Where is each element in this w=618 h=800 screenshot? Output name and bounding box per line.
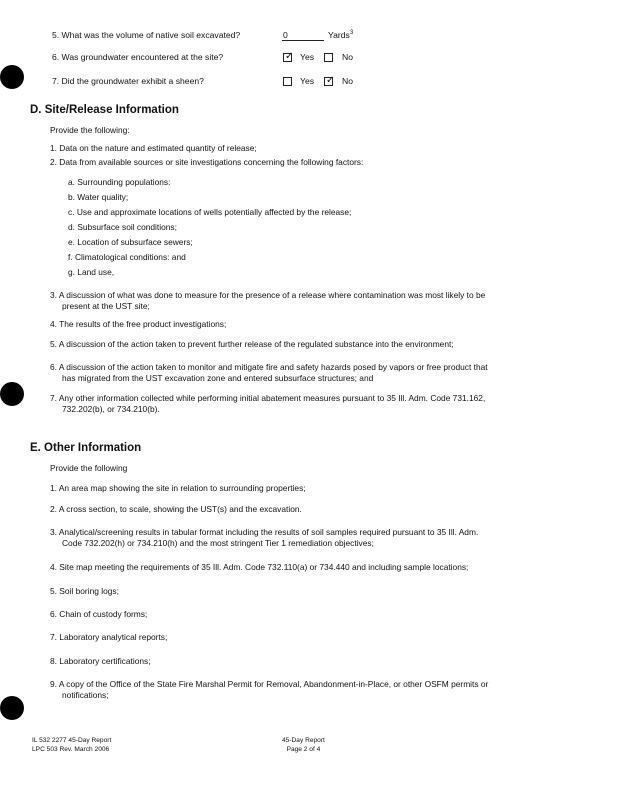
list-item: 4. Site map meeting the requirements of 35 Ill. Adm. Code 732.110(a) or 734.440 and including sample locations;: [50, 562, 469, 572]
footer-line: IL 532 2277 45-Day Report: [32, 737, 112, 744]
list-item: 1. Data on the nature and estimated quantity of release;: [50, 143, 257, 153]
sub-list-item: c. Use and approximate locations of wells potentially affected by the release;: [68, 207, 352, 217]
sheen-no-checkbox[interactable]: [324, 77, 333, 86]
list-item-line: notifications;: [62, 690, 109, 700]
list-item-line: 7. Any other information collected while performing initial abatement measures pursuant to 35 Ill. Adm. Code 731.162,: [50, 393, 486, 403]
soil-volume-underline: [282, 40, 324, 41]
page-number: Page 2 of 4: [286, 746, 321, 753]
section-e-intro: Provide the following: [50, 463, 128, 473]
footer-form-id: [32, 736, 111, 754]
sub-list-item: f. Climatological conditions: and: [68, 252, 186, 262]
list-item: 2. A cross section, to scale, showing the UST(s) and the excavation.: [50, 504, 302, 514]
check-mark-icon: ✓: [285, 51, 294, 62]
list-item: 7. Laboratory analytical reports;: [50, 632, 168, 642]
footer-line: 45-Day Report: [282, 737, 325, 744]
list-item: [50, 290, 485, 312]
section-d-title: D. Site/Release Information: [30, 104, 179, 116]
list-item-line: has migrated from the UST excavation zone and entered subsurface structures; and: [62, 373, 374, 383]
list-item-line: 3. A discussion of what was done to measure for the presence of a release where contamination was most likely to be: [50, 290, 486, 300]
sub-list-item: e. Location of subsurface sewers;: [68, 237, 193, 247]
question-5-label: 5. What was the volume of native soil excavated?: [52, 30, 241, 40]
punch-hole-top: [0, 65, 24, 89]
unit-text: Yards: [328, 30, 350, 40]
sub-list-item: a. Surrounding populations:: [68, 177, 171, 187]
question-7-label: 7. Did the groundwater exhibit a sheen?: [52, 76, 204, 86]
groundwater-no-checkbox[interactable]: [324, 53, 333, 62]
sheen-yes-checkbox[interactable]: [283, 77, 292, 86]
sheen-yes-label: Yes: [300, 76, 315, 86]
soil-volume-unit: [328, 30, 353, 40]
list-item: 5. A discussion of the action taken to prevent further release of the regulated substance into the environment;: [50, 339, 454, 349]
sub-list-item: d. Subsurface soil conditions;: [68, 222, 177, 232]
groundwater-yes-label: Yes: [300, 52, 315, 62]
list-item-line: 732.202(b), or 734.210(b).: [62, 404, 160, 414]
list-item: 6. Chain of custody forms;: [50, 609, 148, 619]
groundwater-no-label: No: [342, 52, 353, 62]
punch-hole-bottom: [0, 696, 24, 720]
section-d-intro: Provide the following:: [50, 125, 130, 135]
list-item-line: 6. A discussion of the action taken to monitor and mitigate fire and safety hazards posed by vapors or free product that: [50, 362, 488, 372]
sheen-no-label: No: [342, 76, 353, 86]
list-item: 5. Soil boring logs;: [50, 586, 119, 596]
list-item: 8. Laboratory certifications;: [50, 656, 151, 666]
list-item: 1. An area map showing the site in relation to surrounding properties;: [50, 483, 306, 493]
sub-list-item: b. Water quality;: [68, 192, 129, 202]
list-item-line: 9. A copy of the Office of the State Fire Marshal Permit for Removal, Abandonment-in-Place, or other OSFM permits or: [50, 679, 489, 689]
footer-line: LPC 503 Rev. March 2006: [32, 746, 110, 753]
soil-volume-value[interactable]: 0: [283, 30, 288, 40]
punch-hole-middle: [0, 382, 24, 406]
unit-superscript: 3: [349, 30, 354, 37]
list-item-line: 3. Analytical/screening results in tabular format including the results of soil samples required pursuant to 35 Ill. Adm.: [50, 527, 479, 537]
list-item: [50, 527, 478, 549]
list-item: [50, 393, 485, 415]
list-item: 2. Data from available sources or site investigations concerning the following factors:: [50, 157, 364, 167]
list-item: 4. The results of the free product investigations;: [50, 319, 227, 329]
groundwater-yes-checkbox[interactable]: [283, 53, 292, 62]
list-item: [50, 362, 488, 384]
question-6-label: 6. Was groundwater encountered at the site?: [52, 52, 224, 62]
list-item: [50, 679, 488, 701]
check-mark-icon: ✓: [326, 75, 335, 86]
footer-page-info: [282, 736, 325, 754]
list-item-line: Code 732.202(h) or 734.210(h) and the most stringent Tier 1 remediation objectives;: [62, 538, 374, 548]
list-item-line: present at the UST site;: [62, 301, 150, 311]
section-e-title: E. Other Information: [30, 442, 142, 454]
sub-list-item: g. Land use,: [68, 267, 115, 277]
